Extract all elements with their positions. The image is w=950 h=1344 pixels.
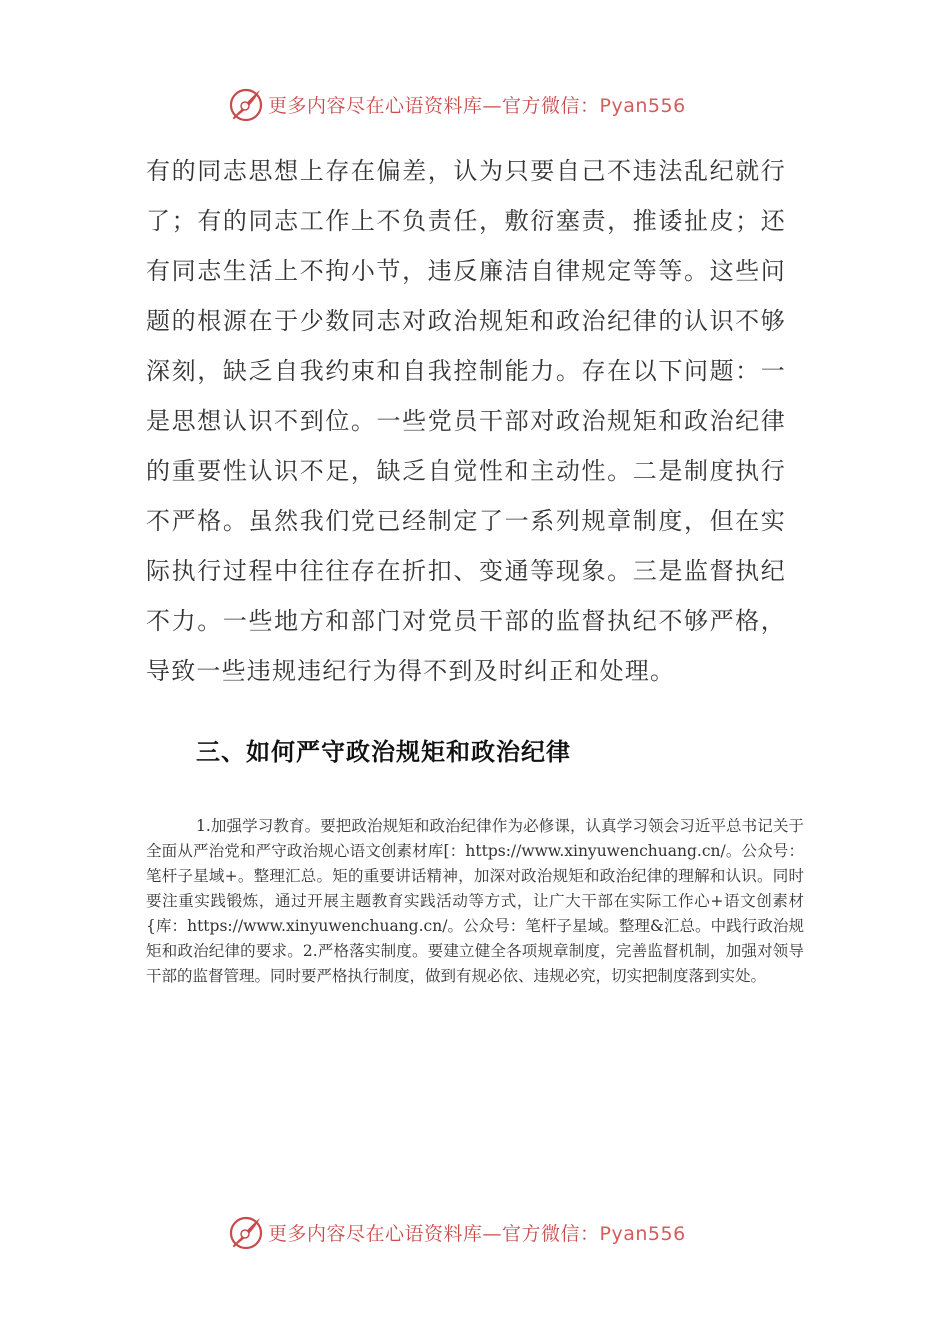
header-banner: [228, 84, 728, 124]
section-heading: 三、如何严守政治规矩和政治纪律: [196, 737, 571, 766]
body-paragraph: 有的同志思想上存在偏差，认为只要自己不违法乱纪就行了；有的同志工作上不负责任，敷衍塞责，推诿扯皮；还有同志生活上不拘小节，违反廉洁自律规定等等。这些问题的根源在于少数同志对政治规矩和政治纪律的认识不够深刻，缺乏自我约束和自我控制能力。存在以下问题：一是思想认识不到位。一些党员干部对政治规矩和政治纪律的重要性认识不足，缺乏自觉性和主动性。二是制度执行不严格。虽然我们党已经制定了一系列规章制度，但在实际执行过程中往往存在折扣、变通等现象。三是监督执纪不力。一些地方和部门对党员干部的监督执纪不够严格，导致一些违规违纪行为得不到及时纠正和处理。: [146, 157, 786, 685]
banner-text: 更多内容尽在心语资料库—官方微信：Pyan556: [268, 94, 686, 117]
quill-logo-icon: [228, 86, 264, 122]
footer-banner: [228, 1212, 728, 1252]
quill-logo-icon: [228, 1214, 264, 1250]
section-paragraph: 1.加强学习教育。要把政治规矩和政治纪律作为必修课，认真学习领会习近平总书记关于全面从严治党和严守政治规心语文创素材库[：https://www.xinyuwenchuang.cn/。公众号：笔杆子星域+。整理汇总。矩的重要讲话精神，加深对政治规矩和政治纪律的理解和认识。同时要注重实践锻炼，通过开展主题教育实践活动等方式，让广大干部在实际工作心+语文创素材{库：https://www.xinyuwenchuang.cn/。公众号：笔杆子星域。整理&汇总。中践行政治规矩和政治纪律的要求。2.严格落实制度。要建立健全各项规章制度，完善监督机制，加强对领导干部的监督管理。同时要严格执行制度，做到有规必依、违规必究，切实把制度落到实处。: [146, 817, 804, 985]
banner-text: 更多内容尽在心语资料库—官方微信：Pyan556: [268, 1222, 686, 1245]
